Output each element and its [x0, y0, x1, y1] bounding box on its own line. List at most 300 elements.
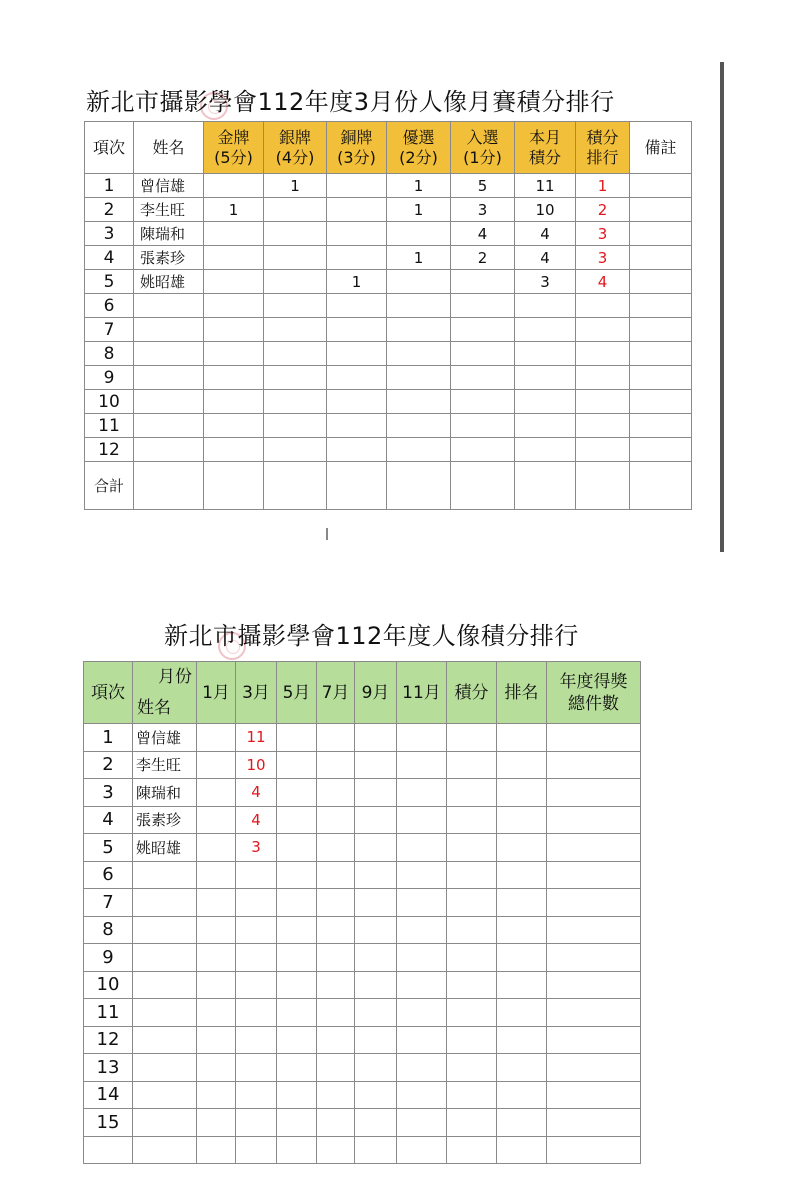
annual-cell-points — [447, 1136, 497, 1164]
annual-cell-rank — [497, 861, 547, 889]
monthly-cell-idx: 4 — [85, 246, 134, 270]
monthly-cell-silver: 1 — [264, 174, 327, 198]
header-selected-points: (1分) — [463, 147, 502, 167]
annual-cell-rank — [497, 806, 547, 834]
annual-cell-idx: 7 — [84, 889, 133, 917]
monthly-cell-gold — [204, 222, 264, 246]
annual-cell-idx: 8 — [84, 916, 133, 944]
monthly-cell-excellent — [387, 342, 451, 366]
monthly-cell-idx: 11 — [85, 414, 134, 438]
monthly-cell-rank — [576, 438, 630, 462]
monthly-cell-selected: 4 — [451, 222, 515, 246]
monthly-cell-name: 陳瑞和 — [134, 222, 204, 246]
monthly-cell-rank: 1 — [576, 174, 630, 198]
monthly-ranking-table — [84, 121, 692, 510]
header-month-points-line2: 積分 — [528, 147, 561, 167]
monthly-cell-selected — [451, 438, 515, 462]
annual-table-row — [84, 779, 641, 807]
monthly-cell-silver — [264, 390, 327, 414]
annual-header-month-7: 7月 — [317, 662, 355, 724]
monthly-cell-excellent — [387, 318, 451, 342]
annual-cell-m5 — [277, 1136, 317, 1164]
monthly-cell-idx: 7 — [85, 318, 134, 342]
annual-cell-rank — [497, 916, 547, 944]
monthly-cell-rank — [576, 366, 630, 390]
annual-cell-m3 — [236, 1054, 277, 1082]
monthly-cell-selected — [451, 270, 515, 294]
annual-cell-idx: 2 — [84, 751, 133, 779]
annual-header-month-5: 5月 — [277, 662, 317, 724]
annual-cell-m7 — [317, 1109, 355, 1137]
monthly-cell-gold — [204, 270, 264, 294]
annual-cell-rank — [497, 834, 547, 862]
annual-cell-m3: 4 — [236, 779, 277, 807]
monthly-cell-selected — [451, 366, 515, 390]
annual-cell-points — [447, 889, 497, 917]
annual-cell-m7 — [317, 724, 355, 752]
annual-cell-m3 — [236, 916, 277, 944]
annual-cell-rank — [497, 971, 547, 999]
annual-cell-rank — [497, 1026, 547, 1054]
annual-cell-m11 — [397, 1081, 447, 1109]
annual-cell-m9 — [355, 724, 397, 752]
annual-table-row — [84, 916, 641, 944]
annual-cell-m9 — [355, 806, 397, 834]
monthly-cell-month-points — [515, 414, 576, 438]
annual-cell-m11 — [397, 806, 447, 834]
monthly-cell-idx: 1 — [85, 174, 134, 198]
annual-cell-m5 — [277, 944, 317, 972]
annual-cell-idx — [84, 1136, 133, 1164]
annual-cell-awards — [547, 861, 641, 889]
annual-cell-name — [133, 999, 197, 1027]
monthly-cell-excellent: 1 — [387, 246, 451, 270]
annual-cell-name — [133, 1109, 197, 1137]
annual-cell-m1 — [197, 1136, 236, 1164]
total-cell — [576, 462, 630, 510]
monthly-table-row — [85, 246, 692, 270]
table-tick-mark — [326, 528, 328, 540]
annual-header-name-label: 姓名 — [137, 698, 171, 718]
monthly-cell-note — [630, 198, 692, 222]
annual-cell-m3 — [236, 944, 277, 972]
monthly-cell-gold — [204, 438, 264, 462]
annual-table-row — [84, 944, 641, 972]
annual-cell-awards — [547, 1054, 641, 1082]
monthly-cell-bronze — [327, 414, 387, 438]
header-idx: 項次 — [85, 122, 134, 174]
monthly-cell-rank: 3 — [576, 246, 630, 270]
monthly-cell-gold — [204, 390, 264, 414]
annual-cell-awards — [547, 889, 641, 917]
monthly-cell-excellent — [387, 366, 451, 390]
annual-cell-m1 — [197, 971, 236, 999]
monthly-cell-note — [630, 174, 692, 198]
annual-header-rank: 排名 — [497, 662, 547, 724]
monthly-cell-idx: 9 — [85, 366, 134, 390]
annual-cell-m1 — [197, 999, 236, 1027]
monthly-cell-idx: 5 — [85, 270, 134, 294]
header-rank-line2: 排行 — [586, 147, 619, 167]
annual-cell-m7 — [317, 944, 355, 972]
monthly-table-row — [85, 390, 692, 414]
annual-cell-m9 — [355, 971, 397, 999]
annual-cell-m7 — [317, 1136, 355, 1164]
monthly-cell-note — [630, 294, 692, 318]
annual-cell-m5 — [277, 999, 317, 1027]
annual-cell-m9 — [355, 944, 397, 972]
annual-table-row — [84, 971, 641, 999]
annual-cell-awards — [547, 916, 641, 944]
annual-cell-m11 — [397, 724, 447, 752]
annual-cell-m3: 4 — [236, 806, 277, 834]
monthly-cell-selected — [451, 294, 515, 318]
annual-cell-m9 — [355, 751, 397, 779]
annual-cell-m1 — [197, 806, 236, 834]
annual-cell-rank — [497, 889, 547, 917]
annual-cell-awards — [547, 1026, 641, 1054]
annual-cell-m7 — [317, 806, 355, 834]
total-label: 合計 — [85, 462, 134, 510]
annual-cell-rank — [497, 944, 547, 972]
annual-cell-m5 — [277, 751, 317, 779]
monthly-header-row — [85, 122, 692, 174]
monthly-cell-rank — [576, 342, 630, 366]
annual-cell-name — [133, 1136, 197, 1164]
monthly-cell-selected — [451, 342, 515, 366]
annual-cell-points — [447, 999, 497, 1027]
annual-cell-name — [133, 861, 197, 889]
annual-cell-m11 — [397, 1109, 447, 1137]
annual-cell-m7 — [317, 1026, 355, 1054]
annual-cell-awards — [547, 999, 641, 1027]
annual-cell-m1 — [197, 779, 236, 807]
monthly-cell-silver — [264, 294, 327, 318]
annual-cell-m11 — [397, 1054, 447, 1082]
monthly-table-row — [85, 222, 692, 246]
monthly-cell-name: 李生旺 — [134, 198, 204, 222]
annual-cell-points — [447, 724, 497, 752]
annual-header-month-1: 1月 — [197, 662, 236, 724]
monthly-cell-name: 曾信雄 — [134, 174, 204, 198]
annual-cell-idx: 4 — [84, 806, 133, 834]
annual-cell-m11 — [397, 944, 447, 972]
annual-header-points: 積分 — [447, 662, 497, 724]
annual-cell-m9 — [355, 1136, 397, 1164]
annual-cell-m3: 11 — [236, 724, 277, 752]
monthly-cell-name: 姚昭雄 — [134, 270, 204, 294]
monthly-cell-excellent — [387, 414, 451, 438]
monthly-cell-bronze — [327, 246, 387, 270]
annual-table-row — [84, 751, 641, 779]
header-name: 姓名 — [134, 122, 204, 174]
annual-cell-points — [447, 916, 497, 944]
monthly-cell-silver — [264, 366, 327, 390]
annual-cell-name — [133, 1026, 197, 1054]
annual-cell-awards — [547, 751, 641, 779]
annual-cell-name: 張素珍 — [133, 806, 197, 834]
annual-table-row — [84, 1081, 641, 1109]
header-month-points — [515, 122, 576, 174]
annual-cell-m1 — [197, 1054, 236, 1082]
annual-cell-awards — [547, 779, 641, 807]
annual-cell-awards — [547, 971, 641, 999]
annual-cell-m11 — [397, 861, 447, 889]
annual-cell-m11 — [397, 1136, 447, 1164]
annual-cell-awards — [547, 806, 641, 834]
annual-cell-points — [447, 1026, 497, 1054]
header-selected-label: 入選 — [466, 127, 499, 147]
annual-cell-m1 — [197, 889, 236, 917]
annual-cell-m1 — [197, 861, 236, 889]
annual-cell-rank — [497, 1109, 547, 1137]
monthly-cell-bronze: 1 — [327, 270, 387, 294]
annual-cell-m3 — [236, 999, 277, 1027]
monthly-cell-idx: 6 — [85, 294, 134, 318]
monthly-cell-rank — [576, 318, 630, 342]
annual-cell-m3 — [236, 971, 277, 999]
monthly-table-row — [85, 174, 692, 198]
monthly-cell-note — [630, 366, 692, 390]
monthly-total-row — [85, 462, 692, 510]
monthly-cell-idx: 10 — [85, 390, 134, 414]
annual-cell-rank — [497, 724, 547, 752]
annual-cell-awards — [547, 834, 641, 862]
monthly-cell-silver — [264, 342, 327, 366]
monthly-cell-idx: 2 — [85, 198, 134, 222]
monthly-cell-bronze — [327, 198, 387, 222]
monthly-cell-name — [134, 390, 204, 414]
monthly-cell-excellent: 1 — [387, 198, 451, 222]
annual-cell-m3: 3 — [236, 834, 277, 862]
monthly-cell-excellent: 1 — [387, 174, 451, 198]
annual-cell-m9 — [355, 1054, 397, 1082]
annual-cell-m9 — [355, 779, 397, 807]
annual-cell-m9 — [355, 1026, 397, 1054]
monthly-cell-note — [630, 222, 692, 246]
annual-header-awards-line2: 總件數 — [568, 693, 619, 714]
monthly-cell-note — [630, 414, 692, 438]
page-divider-bar — [720, 62, 724, 552]
annual-cell-points — [447, 834, 497, 862]
monthly-table-row — [85, 294, 692, 318]
monthly-cell-name — [134, 414, 204, 438]
annual-cell-m5 — [277, 724, 317, 752]
annual-cell-m5 — [277, 1054, 317, 1082]
annual-cell-m1 — [197, 916, 236, 944]
total-cell — [327, 462, 387, 510]
annual-cell-m5 — [277, 861, 317, 889]
monthly-cell-selected: 3 — [451, 198, 515, 222]
monthly-table-row — [85, 198, 692, 222]
monthly-cell-gold — [204, 318, 264, 342]
monthly-cell-month-points — [515, 318, 576, 342]
annual-table-row — [84, 861, 641, 889]
annual-cell-m3: 10 — [236, 751, 277, 779]
monthly-cell-silver — [264, 222, 327, 246]
annual-header-awards-line1: 年度得獎 — [559, 671, 628, 692]
annual-cell-m1 — [197, 1081, 236, 1109]
monthly-cell-name — [134, 294, 204, 318]
annual-cell-m5 — [277, 1081, 317, 1109]
annual-cell-name — [133, 916, 197, 944]
monthly-cell-excellent — [387, 390, 451, 414]
annual-cell-m1 — [197, 751, 236, 779]
header-rank-line1: 積分 — [586, 127, 619, 147]
monthly-cell-month-points — [515, 366, 576, 390]
monthly-table-row — [85, 414, 692, 438]
annual-cell-rank — [497, 1054, 547, 1082]
monthly-cell-excellent — [387, 222, 451, 246]
monthly-cell-note — [630, 270, 692, 294]
annual-cell-m9 — [355, 1081, 397, 1109]
monthly-cell-bronze — [327, 222, 387, 246]
annual-table-row — [84, 724, 641, 752]
monthly-cell-name — [134, 318, 204, 342]
annual-cell-m3 — [236, 889, 277, 917]
monthly-cell-month-points: 4 — [515, 222, 576, 246]
monthly-cell-silver — [264, 198, 327, 222]
annual-cell-name — [133, 1054, 197, 1082]
annual-cell-name: 李生旺 — [133, 751, 197, 779]
annual-table-row — [84, 1109, 641, 1137]
annual-table-row — [84, 1054, 641, 1082]
annual-cell-idx: 12 — [84, 1026, 133, 1054]
header-bronze — [327, 122, 387, 174]
annual-cell-m7 — [317, 751, 355, 779]
annual-cell-m5 — [277, 971, 317, 999]
monthly-cell-gold — [204, 246, 264, 270]
annual-header-awards — [547, 662, 641, 724]
monthly-cell-rank: 2 — [576, 198, 630, 222]
annual-cell-m11 — [397, 889, 447, 917]
annual-cell-m9 — [355, 999, 397, 1027]
annual-table-row — [84, 806, 641, 834]
annual-cell-m11 — [397, 999, 447, 1027]
header-gold-points: (5分) — [214, 147, 253, 167]
monthly-cell-month-points — [515, 438, 576, 462]
monthly-cell-bronze — [327, 294, 387, 318]
annual-cell-points — [447, 1081, 497, 1109]
annual-cell-m11 — [397, 1026, 447, 1054]
annual-cell-points — [447, 751, 497, 779]
monthly-cell-rank — [576, 390, 630, 414]
annual-cell-m9 — [355, 861, 397, 889]
header-excellent — [387, 122, 451, 174]
annual-cell-m1 — [197, 1109, 236, 1137]
annual-cell-name — [133, 971, 197, 999]
total-cell — [515, 462, 576, 510]
monthly-cell-month-points: 10 — [515, 198, 576, 222]
monthly-cell-note — [630, 390, 692, 414]
monthly-cell-idx: 8 — [85, 342, 134, 366]
monthly-cell-gold — [204, 342, 264, 366]
annual-cell-m5 — [277, 916, 317, 944]
annual-cell-m5 — [277, 779, 317, 807]
annual-cell-m1 — [197, 834, 236, 862]
monthly-cell-gold — [204, 174, 264, 198]
annual-cell-m3 — [236, 1109, 277, 1137]
annual-table-row — [84, 1026, 641, 1054]
annual-table-row — [84, 889, 641, 917]
annual-cell-idx: 6 — [84, 861, 133, 889]
annual-cell-m7 — [317, 861, 355, 889]
monthly-cell-name — [134, 366, 204, 390]
header-gold-label: 金牌 — [217, 127, 250, 147]
annual-cell-name: 曾信雄 — [133, 724, 197, 752]
annual-cell-idx: 9 — [84, 944, 133, 972]
annual-cell-rank — [497, 1136, 547, 1164]
annual-cell-m5 — [277, 834, 317, 862]
header-selected — [451, 122, 515, 174]
annual-cell-rank — [497, 1081, 547, 1109]
annual-cell-idx: 3 — [84, 779, 133, 807]
monthly-cell-gold — [204, 294, 264, 318]
annual-cell-m11 — [397, 834, 447, 862]
monthly-table-row — [85, 318, 692, 342]
header-excellent-label: 優選 — [402, 127, 435, 147]
monthly-cell-name: 張素珍 — [134, 246, 204, 270]
annual-cell-m5 — [277, 1026, 317, 1054]
monthly-cell-month-points — [515, 342, 576, 366]
monthly-cell-selected — [451, 318, 515, 342]
annual-cell-awards — [547, 1136, 641, 1164]
total-cell — [264, 462, 327, 510]
annual-cell-name: 陳瑞和 — [133, 779, 197, 807]
annual-ranking-table — [83, 661, 641, 1164]
annual-cell-idx: 5 — [84, 834, 133, 862]
annual-header-month-9: 9月 — [355, 662, 397, 724]
annual-cell-m7 — [317, 1054, 355, 1082]
monthly-cell-month-points: 3 — [515, 270, 576, 294]
annual-cell-m7 — [317, 779, 355, 807]
monthly-cell-rank: 3 — [576, 222, 630, 246]
annual-cell-m3 — [236, 1081, 277, 1109]
annual-cell-m3 — [236, 1136, 277, 1164]
header-rank — [576, 122, 630, 174]
total-cell — [204, 462, 264, 510]
annual-cell-m9 — [355, 1109, 397, 1137]
annual-cell-points — [447, 779, 497, 807]
annual-cell-m5 — [277, 1109, 317, 1137]
monthly-cell-selected — [451, 414, 515, 438]
annual-cell-idx: 10 — [84, 971, 133, 999]
annual-cell-m7 — [317, 834, 355, 862]
monthly-cell-gold — [204, 414, 264, 438]
annual-cell-points — [447, 944, 497, 972]
monthly-cell-note — [630, 342, 692, 366]
annual-cell-m3 — [236, 861, 277, 889]
monthly-cell-excellent — [387, 438, 451, 462]
monthly-cell-silver — [264, 246, 327, 270]
monthly-cell-silver — [264, 318, 327, 342]
total-cell — [134, 462, 204, 510]
annual-cell-m11 — [397, 971, 447, 999]
monthly-cell-month-points — [515, 294, 576, 318]
annual-cell-awards — [547, 724, 641, 752]
monthly-cell-selected — [451, 390, 515, 414]
monthly-cell-month-points: 11 — [515, 174, 576, 198]
monthly-cell-name — [134, 342, 204, 366]
monthly-cell-bronze — [327, 366, 387, 390]
monthly-ranking-title: 新北市攝影學會112年度3月份人像月賽積分排行 — [86, 88, 615, 116]
annual-cell-m9 — [355, 916, 397, 944]
annual-table-row — [84, 999, 641, 1027]
annual-cell-name: 姚昭雄 — [133, 834, 197, 862]
monthly-cell-note — [630, 438, 692, 462]
annual-cell-m7 — [317, 889, 355, 917]
header-silver-points: (4分) — [275, 147, 315, 167]
